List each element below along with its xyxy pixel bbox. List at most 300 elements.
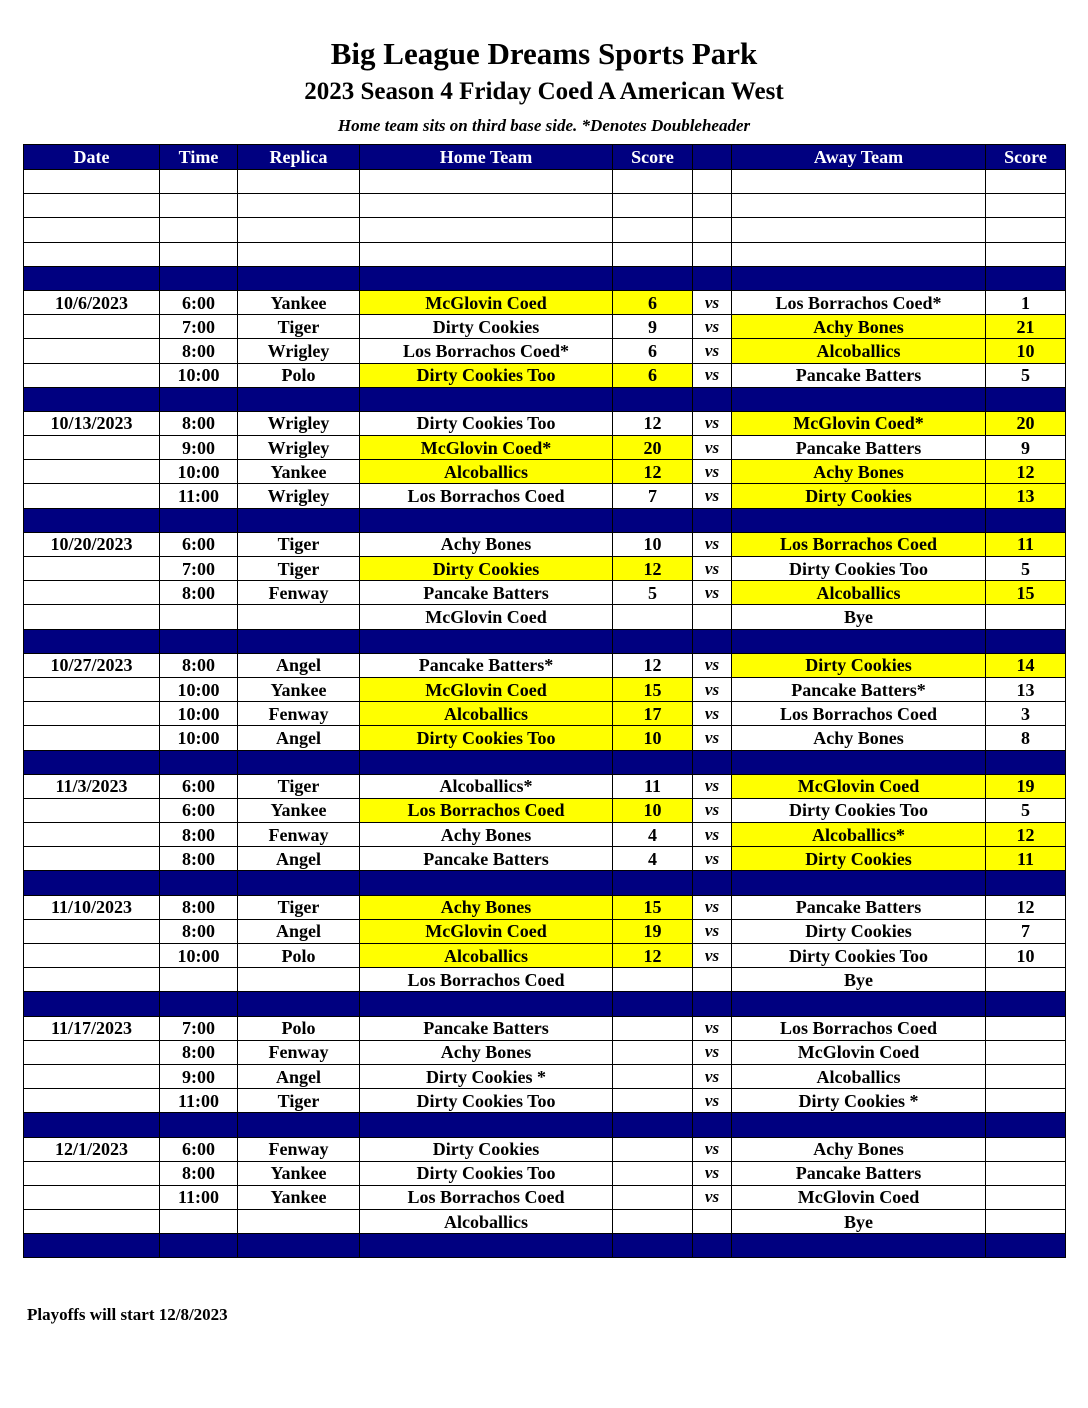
separator-cell <box>693 508 732 532</box>
blank-row <box>24 242 1066 266</box>
time-cell: 7:00 <box>160 315 238 339</box>
time-cell: 8:00 <box>160 847 238 871</box>
table-row <box>24 436 1066 460</box>
home-score-cell: 12 <box>613 411 693 435</box>
home-score-cell: 6 <box>613 363 693 387</box>
table-row <box>24 1064 1066 1088</box>
date-cell <box>24 339 160 363</box>
home-score-cell: 17 <box>613 702 693 726</box>
date-cell <box>24 702 160 726</box>
table-row <box>24 557 1066 581</box>
separator-cell <box>613 992 693 1016</box>
vs-cell: vs <box>693 411 732 435</box>
separator-cell <box>613 1234 693 1258</box>
home-team-cell: Pancake Batters* <box>360 653 613 677</box>
vs-cell: vs <box>693 1185 732 1209</box>
vs-cell: vs <box>693 1161 732 1185</box>
replica-cell <box>238 1210 360 1234</box>
separator-cell <box>613 1113 693 1137</box>
vs-cell: vs <box>693 823 732 847</box>
separator-row <box>24 629 1066 653</box>
home-team-cell: Achy Bones <box>360 1040 613 1064</box>
vs-cell: vs <box>693 798 732 822</box>
home-score-cell <box>613 1161 693 1185</box>
table-row <box>24 1016 1066 1040</box>
blank-cell <box>986 194 1066 218</box>
date-cell <box>24 1210 160 1234</box>
table-row <box>24 944 1066 968</box>
separator-cell <box>238 629 360 653</box>
separator-cell <box>986 992 1066 1016</box>
home-score-cell: 7 <box>613 484 693 508</box>
time-cell: 8:00 <box>160 919 238 943</box>
blank-row <box>24 170 1066 194</box>
replica-cell: Polo <box>238 944 360 968</box>
replica-cell: Fenway <box>238 823 360 847</box>
away-team-cell: Achy Bones <box>732 460 986 484</box>
replica-cell: Angel <box>238 726 360 750</box>
home-team-cell: Pancake Batters <box>360 847 613 871</box>
home-score-cell: 12 <box>613 653 693 677</box>
replica-cell: Yankee <box>238 290 360 314</box>
away-score-cell: 3 <box>986 702 1066 726</box>
separator-cell <box>360 992 613 1016</box>
vs-cell: vs <box>693 436 732 460</box>
blank-cell <box>693 170 732 194</box>
blank-cell <box>732 242 986 266</box>
home-team-cell: Alcoballics <box>360 1210 613 1234</box>
playoffs-note: Playoffs will start 12/8/2023 <box>27 1305 228 1324</box>
date-cell <box>24 605 160 629</box>
separator-cell <box>732 387 986 411</box>
date-cell: 10/13/2023 <box>24 411 160 435</box>
separator-cell <box>238 1113 360 1137</box>
away-score-cell: 19 <box>986 774 1066 798</box>
vs-cell: vs <box>693 581 732 605</box>
home-score-cell <box>613 1089 693 1113</box>
home-team-cell: McGlovin Coed <box>360 605 613 629</box>
separator-cell <box>238 508 360 532</box>
vs-cell <box>693 968 732 992</box>
replica-cell: Tiger <box>238 895 360 919</box>
away-score-cell <box>986 968 1066 992</box>
blank-cell <box>693 242 732 266</box>
away-team-cell: McGlovin Coed <box>732 774 986 798</box>
separator-cell <box>613 871 693 895</box>
home-score-cell: 15 <box>613 895 693 919</box>
time-cell <box>160 605 238 629</box>
time-cell: 7:00 <box>160 1016 238 1040</box>
time-cell: 9:00 <box>160 436 238 460</box>
separator-cell <box>360 1113 613 1137</box>
separator-cell <box>693 992 732 1016</box>
replica-cell: Angel <box>238 919 360 943</box>
table-row <box>24 339 1066 363</box>
table-row <box>24 290 1066 314</box>
schedule-note: Home team sits on third base side. *Denotes Doubleheader <box>337 116 751 135</box>
replica-cell: Fenway <box>238 1040 360 1064</box>
date-cell <box>24 677 160 701</box>
time-cell: 8:00 <box>160 823 238 847</box>
date-cell <box>24 1089 160 1113</box>
vs-cell: vs <box>693 726 732 750</box>
away-score-cell: 11 <box>986 847 1066 871</box>
separator-cell <box>613 629 693 653</box>
blank-cell <box>732 218 986 242</box>
away-score-cell <box>986 1161 1066 1185</box>
vs-cell: vs <box>693 315 732 339</box>
separator-cell <box>693 750 732 774</box>
away-score-cell: 20 <box>986 411 1066 435</box>
home-team-cell: Los Borrachos Coed <box>360 798 613 822</box>
home-team-cell: McGlovin Coed <box>360 290 613 314</box>
replica-cell: Fenway <box>238 1137 360 1161</box>
separator-cell <box>238 266 360 290</box>
separator-cell <box>360 1234 613 1258</box>
away-team-cell: Dirty Cookies <box>732 919 986 943</box>
home-score-cell: 4 <box>613 823 693 847</box>
away-score-cell: 15 <box>986 581 1066 605</box>
blank-cell <box>360 170 613 194</box>
separator-cell <box>160 387 238 411</box>
table-header-row <box>24 145 1066 170</box>
col-header-replica: Replica <box>238 145 360 170</box>
home-score-cell: 12 <box>613 557 693 581</box>
separator-cell <box>360 750 613 774</box>
away-team-cell: Dirty Cookies <box>732 847 986 871</box>
vs-cell: vs <box>693 1089 732 1113</box>
separator-cell <box>160 992 238 1016</box>
home-team-cell: Dirty Cookies Too <box>360 363 613 387</box>
separator-cell <box>238 750 360 774</box>
vs-cell: vs <box>693 702 732 726</box>
home-team-cell: Achy Bones <box>360 895 613 919</box>
separator-cell <box>24 387 160 411</box>
separator-cell <box>732 266 986 290</box>
separator-cell <box>732 750 986 774</box>
away-team-cell: Alcoballics* <box>732 823 986 847</box>
vs-cell: vs <box>693 1137 732 1161</box>
away-team-cell: Alcoballics <box>732 1064 986 1088</box>
col-header-home-team: Home Team <box>360 145 613 170</box>
home-score-cell <box>613 1185 693 1209</box>
separator-cell <box>693 266 732 290</box>
away-score-cell: 5 <box>986 557 1066 581</box>
away-score-cell <box>986 1040 1066 1064</box>
table-row <box>24 363 1066 387</box>
col-header-away-team: Away Team <box>732 145 986 170</box>
separator-cell <box>613 750 693 774</box>
separator-cell <box>160 750 238 774</box>
table-row <box>24 315 1066 339</box>
home-score-cell: 6 <box>613 290 693 314</box>
home-score-cell <box>613 968 693 992</box>
date-cell: 11/10/2023 <box>24 895 160 919</box>
separator-cell <box>24 266 160 290</box>
home-team-cell: Dirty Cookies <box>360 315 613 339</box>
table-row <box>24 702 1066 726</box>
blank-cell <box>613 242 693 266</box>
away-score-cell: 12 <box>986 895 1066 919</box>
home-team-cell: Dirty Cookies Too <box>360 1161 613 1185</box>
away-score-cell <box>986 1210 1066 1234</box>
replica-cell: Tiger <box>238 532 360 556</box>
blank-row <box>24 194 1066 218</box>
separator-row <box>24 750 1066 774</box>
table-row <box>24 484 1066 508</box>
vs-cell: vs <box>693 1064 732 1088</box>
away-score-cell: 8 <box>986 726 1066 750</box>
separator-cell <box>160 508 238 532</box>
away-team-cell: Bye <box>732 1210 986 1234</box>
vs-cell: vs <box>693 290 732 314</box>
separator-cell <box>986 629 1066 653</box>
replica-cell <box>238 968 360 992</box>
separator-row <box>24 992 1066 1016</box>
home-team-cell: Alcoballics <box>360 944 613 968</box>
separator-cell <box>732 871 986 895</box>
separator-cell <box>360 387 613 411</box>
vs-cell: vs <box>693 677 732 701</box>
time-cell: 10:00 <box>160 363 238 387</box>
away-team-cell: Achy Bones <box>732 726 986 750</box>
home-team-cell: Alcoballics <box>360 460 613 484</box>
replica-cell: Tiger <box>238 557 360 581</box>
time-cell: 10:00 <box>160 460 238 484</box>
replica-cell: Yankee <box>238 460 360 484</box>
away-score-cell: 13 <box>986 484 1066 508</box>
blank-cell <box>986 170 1066 194</box>
home-team-cell: Los Borrachos Coed* <box>360 339 613 363</box>
date-cell <box>24 726 160 750</box>
col-header-home-score: Score <box>613 145 693 170</box>
replica-cell: Tiger <box>238 1089 360 1113</box>
table-row <box>24 823 1066 847</box>
away-team-cell: Dirty Cookies Too <box>732 557 986 581</box>
blank-cell <box>238 218 360 242</box>
blank-cell <box>24 242 160 266</box>
time-cell: 8:00 <box>160 581 238 605</box>
home-team-cell: Los Borrachos Coed <box>360 484 613 508</box>
date-cell <box>24 484 160 508</box>
home-score-cell <box>613 605 693 629</box>
vs-cell <box>693 605 732 629</box>
home-team-cell: McGlovin Coed* <box>360 436 613 460</box>
separator-cell <box>613 387 693 411</box>
separator-cell <box>732 1234 986 1258</box>
date-cell <box>24 1040 160 1064</box>
col-header-date: Date <box>24 145 160 170</box>
away-team-cell: Pancake Batters <box>732 436 986 460</box>
date-cell <box>24 968 160 992</box>
away-score-cell: 1 <box>986 290 1066 314</box>
away-team-cell: McGlovin Coed <box>732 1185 986 1209</box>
vs-cell: vs <box>693 557 732 581</box>
time-cell: 10:00 <box>160 944 238 968</box>
separator-cell <box>238 992 360 1016</box>
home-score-cell: 19 <box>613 919 693 943</box>
replica-cell: Wrigley <box>238 339 360 363</box>
table-row <box>24 1089 1066 1113</box>
vs-cell: vs <box>693 484 732 508</box>
table-row <box>24 1161 1066 1185</box>
home-score-cell: 10 <box>613 726 693 750</box>
away-team-cell: Dirty Cookies <box>732 653 986 677</box>
separator-cell <box>693 1234 732 1258</box>
blank-cell <box>160 218 238 242</box>
home-score-cell: 5 <box>613 581 693 605</box>
date-cell <box>24 847 160 871</box>
blank-cell <box>986 242 1066 266</box>
home-team-cell: Los Borrachos Coed <box>360 1185 613 1209</box>
separator-cell <box>160 629 238 653</box>
separator-cell <box>986 266 1066 290</box>
date-cell <box>24 1185 160 1209</box>
time-cell: 10:00 <box>160 726 238 750</box>
away-score-cell: 21 <box>986 315 1066 339</box>
date-cell: 10/6/2023 <box>24 290 160 314</box>
replica-cell: Yankee <box>238 1161 360 1185</box>
blank-cell <box>693 218 732 242</box>
vs-cell: vs <box>693 653 732 677</box>
separator-cell <box>360 629 613 653</box>
separator-cell <box>986 1234 1066 1258</box>
vs-cell: vs <box>693 339 732 363</box>
blank-row <box>24 218 1066 242</box>
away-score-cell: 12 <box>986 823 1066 847</box>
date-cell <box>24 944 160 968</box>
blank-cell <box>160 194 238 218</box>
away-score-cell <box>986 1016 1066 1040</box>
blank-cell <box>613 218 693 242</box>
table-row <box>24 581 1066 605</box>
table-row <box>24 1040 1066 1064</box>
date-cell <box>24 436 160 460</box>
separator-cell <box>24 871 160 895</box>
date-cell <box>24 919 160 943</box>
home-score-cell <box>613 1040 693 1064</box>
home-score-cell: 11 <box>613 774 693 798</box>
away-score-cell: 9 <box>986 436 1066 460</box>
time-cell: 8:00 <box>160 1040 238 1064</box>
schedule-table <box>23 144 1066 1258</box>
time-cell: 11:00 <box>160 1089 238 1113</box>
away-score-cell <box>986 605 1066 629</box>
home-team-cell: Pancake Batters <box>360 581 613 605</box>
time-cell: 7:00 <box>160 557 238 581</box>
vs-cell: vs <box>693 1016 732 1040</box>
time-cell: 6:00 <box>160 774 238 798</box>
blank-cell <box>613 194 693 218</box>
time-cell: 6:00 <box>160 798 238 822</box>
replica-cell: Tiger <box>238 315 360 339</box>
home-team-cell: Achy Bones <box>360 532 613 556</box>
separator-row <box>24 387 1066 411</box>
table-row <box>24 798 1066 822</box>
separator-cell <box>693 871 732 895</box>
table-row <box>24 677 1066 701</box>
home-score-cell: 6 <box>613 339 693 363</box>
away-team-cell: McGlovin Coed* <box>732 411 986 435</box>
schedule-body <box>24 170 1066 1258</box>
away-team-cell: Pancake Batters <box>732 895 986 919</box>
vs-cell: vs <box>693 895 732 919</box>
away-score-cell: 5 <box>986 363 1066 387</box>
away-team-cell: Bye <box>732 605 986 629</box>
time-cell: 9:00 <box>160 1064 238 1088</box>
home-score-cell: 4 <box>613 847 693 871</box>
home-team-cell: Pancake Batters <box>360 1016 613 1040</box>
col-header-time: Time <box>160 145 238 170</box>
date-cell <box>24 798 160 822</box>
blank-cell <box>160 170 238 194</box>
blank-cell <box>986 218 1066 242</box>
separator-cell <box>360 508 613 532</box>
away-team-cell: McGlovin Coed <box>732 1040 986 1064</box>
separator-cell <box>360 871 613 895</box>
time-cell: 10:00 <box>160 702 238 726</box>
separator-cell <box>160 266 238 290</box>
away-team-cell: Achy Bones <box>732 315 986 339</box>
time-cell: 8:00 <box>160 1161 238 1185</box>
table-row <box>24 1210 1066 1234</box>
replica-cell: Polo <box>238 363 360 387</box>
replica-cell: Yankee <box>238 798 360 822</box>
replica-cell: Yankee <box>238 677 360 701</box>
away-score-cell <box>986 1137 1066 1161</box>
page-subtitle: 2023 Season 4 Friday Coed A American West <box>304 78 784 105</box>
date-cell <box>24 1064 160 1088</box>
away-team-cell: Pancake Batters <box>732 363 986 387</box>
replica-cell: Wrigley <box>238 411 360 435</box>
separator-cell <box>24 992 160 1016</box>
vs-cell: vs <box>693 532 732 556</box>
separator-cell <box>360 266 613 290</box>
time-cell: 6:00 <box>160 1137 238 1161</box>
away-team-cell: Alcoballics <box>732 581 986 605</box>
away-team-cell: Los Borrachos Coed <box>732 1016 986 1040</box>
separator-cell <box>613 508 693 532</box>
table-row <box>24 605 1066 629</box>
date-cell <box>24 581 160 605</box>
time-cell: 11:00 <box>160 484 238 508</box>
table-row <box>24 726 1066 750</box>
separator-cell <box>238 387 360 411</box>
time-cell: 6:00 <box>160 290 238 314</box>
date-cell: 11/3/2023 <box>24 774 160 798</box>
blank-cell <box>613 170 693 194</box>
home-score-cell <box>613 1064 693 1088</box>
replica-cell <box>238 605 360 629</box>
table-row <box>24 968 1066 992</box>
table-row <box>24 1185 1066 1209</box>
replica-cell: Tiger <box>238 774 360 798</box>
time-cell: 8:00 <box>160 653 238 677</box>
date-cell <box>24 460 160 484</box>
away-score-cell: 12 <box>986 460 1066 484</box>
blank-cell <box>360 194 613 218</box>
home-team-cell: Dirty Cookies Too <box>360 411 613 435</box>
blank-cell <box>160 242 238 266</box>
home-score-cell: 10 <box>613 532 693 556</box>
vs-cell: vs <box>693 847 732 871</box>
away-score-cell <box>986 1064 1066 1088</box>
blank-cell <box>238 170 360 194</box>
replica-cell: Polo <box>238 1016 360 1040</box>
replica-cell: Yankee <box>238 1185 360 1209</box>
replica-cell: Fenway <box>238 702 360 726</box>
home-score-cell: 15 <box>613 677 693 701</box>
